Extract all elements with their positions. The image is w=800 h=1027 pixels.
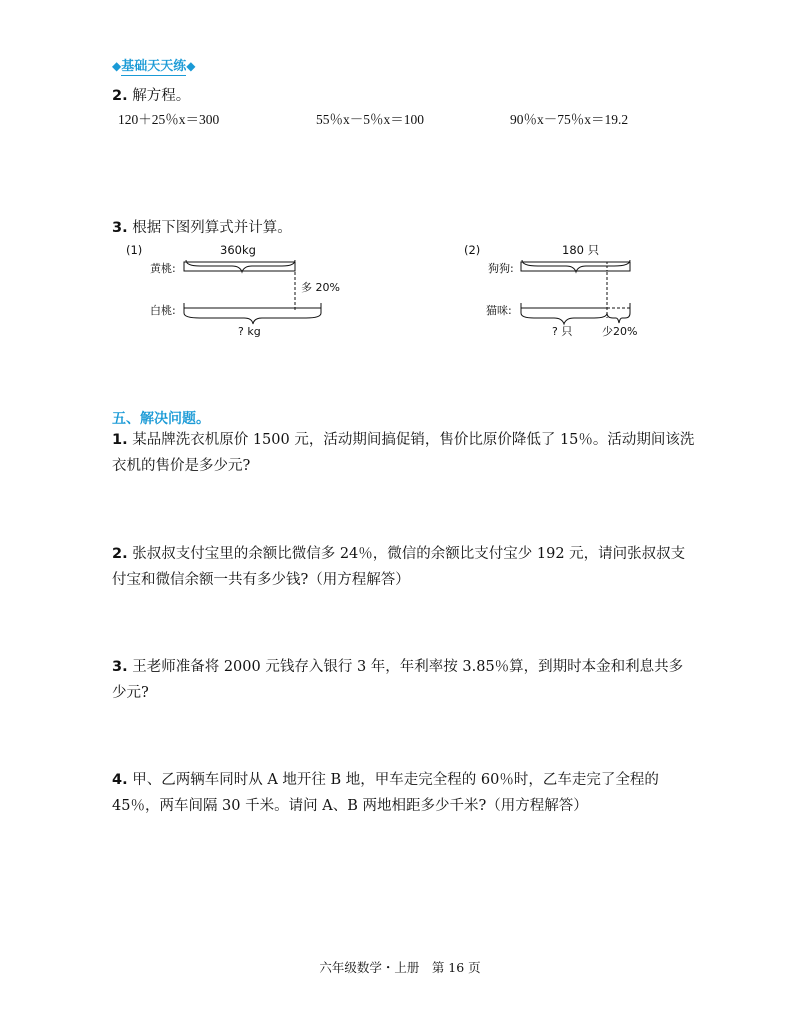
diagram-1-label: (1) — [126, 243, 143, 257]
q3-title-text: 根据下图列算式并计算。 — [132, 220, 292, 236]
problem-2-text: 张叔叔支付宝里的余额比微信多 24％，微信的余额比支付宝少 192 元，请问张叔叔支付宝和微信余额一共有多少钱?（用方程解答） — [112, 546, 686, 588]
diagram-1-top-value: 360kg — [220, 243, 256, 257]
row1-label: 狗狗: — [488, 262, 514, 275]
section-tag-label: 基础天天练 — [121, 59, 187, 74]
problem-3-text: 王老师准备将 2000 元钱存入银行 3 年，年利率按 3.85％算，到期时本金和利息共多少元? — [112, 659, 684, 701]
problem-2 — [112, 541, 697, 593]
problem-3-number: 3. — [112, 659, 128, 675]
diagram-2-bottom-value: ? 只 — [552, 325, 573, 338]
diamond-icon: ◆ — [112, 59, 122, 73]
diamond-icon: ◆ — [186, 59, 196, 73]
problem-1 — [112, 427, 697, 479]
problem-1-text: 某品牌洗衣机原价 1500 元，活动期间搞促销，售价比原价降低了 15％。活动期间该洗衣机的售价是多少元? — [112, 432, 695, 474]
bottom-brace — [184, 313, 321, 324]
diagram-1-bottom-value: ? kg — [238, 325, 261, 338]
diagram-2-label: (2) — [464, 243, 481, 257]
q2-number: 2. — [112, 88, 128, 104]
line-diagram-2 — [458, 236, 658, 340]
equation-1: 120＋25％x＝300 — [118, 112, 220, 127]
row1-label: 黄桃: — [150, 262, 176, 275]
q2-title — [112, 84, 190, 105]
line-diagram-1 — [120, 236, 360, 340]
page-footer: 六年级数学・上册 第 16 页 — [319, 960, 481, 975]
problem-2-number: 2. — [112, 546, 128, 562]
q3-number: 3. — [112, 220, 128, 236]
row2-label: 猫咪: — [486, 304, 512, 317]
row2-label: 白桃: — [150, 304, 176, 317]
problem-4 — [112, 767, 697, 819]
problem-3 — [112, 654, 697, 706]
section-tag — [112, 55, 195, 74]
q2-title-text: 解方程。 — [132, 88, 191, 104]
equation-3: 90％x－75％x＝19.2 — [510, 112, 629, 127]
bottom-brace — [521, 313, 607, 324]
problem-1-number: 1. — [112, 432, 128, 448]
problem-4-number: 4. — [112, 772, 128, 788]
q3-title — [112, 216, 292, 237]
extra-label: 多 20% — [301, 281, 340, 294]
small-brace — [607, 313, 630, 323]
diagram-2-top-value: 180 只 — [562, 243, 600, 257]
section-5-heading: 五、解决问题。 — [112, 411, 210, 427]
equation-2: 55％x－5％x＝100 — [316, 112, 424, 127]
less-label: 少20% — [602, 325, 638, 338]
problem-4-text: 甲、乙两辆车同时从 A 地开往 B 地，甲车走完全程的 60％时，乙车走完了全程的 45％，两车间隔 30 千米。请问 A、B 两地相距多少千米?（用方程解答） — [112, 772, 659, 814]
